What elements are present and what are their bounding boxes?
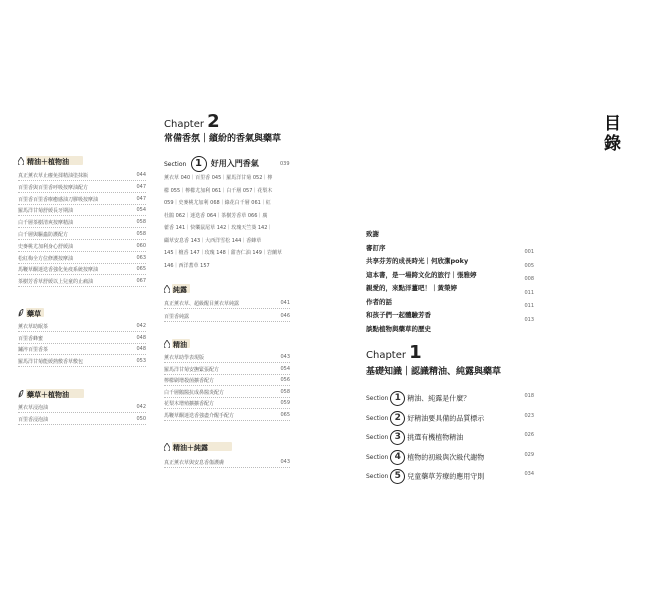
front-matter-title: 審訂序 — [366, 243, 386, 252]
toc-entry-title: 薰衣草助眠茶 — [18, 324, 49, 330]
hydrosol-icon — [164, 285, 170, 293]
oil-drop-icon — [18, 157, 24, 165]
leader-dots — [164, 374, 290, 375]
front-matter-title: 和孩子們一起體驗芳香 — [366, 311, 431, 319]
front-matter-title: 談點植物與藥草的歷史 — [366, 324, 431, 333]
toc-entry — [164, 366, 290, 374]
section-label: Section — [366, 473, 389, 480]
section-title: 植物的初級與次級代謝物 — [407, 453, 485, 461]
ch1-section — [366, 466, 534, 485]
toc-entry — [164, 389, 290, 397]
page-number: 029 — [524, 451, 534, 458]
page-number: 011 — [524, 289, 534, 296]
toc-entry-title: 薰衣草浸泡油 — [18, 405, 49, 411]
toc-entry — [18, 323, 146, 331]
toc-entry-title: 松紅梅全方位修護按摩油 — [18, 255, 74, 262]
toc-entry — [18, 243, 146, 251]
toc-entry-title: 白千層與驅蟲防護配方 — [18, 232, 69, 238]
section-label: Section — [366, 414, 389, 422]
block-title: 精油 — [173, 341, 187, 349]
ch1-section — [366, 388, 534, 407]
page-number: 058 — [280, 388, 290, 395]
section-number-circle: 1 — [390, 391, 405, 406]
leader-dots — [18, 204, 146, 205]
front-matter-title: 這本書，是一場跨文化的旅行｜張雅婷 — [366, 270, 477, 279]
toc-entry — [164, 459, 290, 467]
section-title: 兒童藥草芳療的應用守則 — [407, 472, 485, 481]
leader-dots — [164, 362, 290, 363]
page-number: 048 — [136, 346, 146, 352]
leader-dots — [18, 286, 146, 287]
front-matter-title: 作者的話 — [366, 297, 392, 306]
leader-dots — [18, 343, 146, 344]
toc-entry-title: 百里香蜂蜜 — [18, 335, 44, 342]
page-number: 053 — [136, 357, 146, 364]
page-number: 065 — [136, 266, 146, 273]
leader-dots — [18, 180, 146, 181]
toc-entry — [18, 335, 146, 343]
toc-entry — [18, 416, 146, 424]
toc-entry — [164, 300, 290, 308]
page-number: 044 — [136, 172, 146, 178]
section-number-circle: 2 — [390, 411, 405, 426]
ch1-section — [366, 447, 534, 466]
leader-dots — [18, 274, 146, 275]
plant-index-line: 檬 055｜檸檬尤加利 061｜白千層 057｜花梨木 — [164, 187, 273, 194]
toc-entry — [18, 196, 146, 204]
leader-dots — [18, 227, 146, 228]
page-number: 058 — [136, 231, 146, 237]
leader-dots — [164, 420, 290, 421]
toc-title: 目錄 — [604, 114, 621, 154]
leader-dots — [18, 251, 146, 252]
toc-entry — [18, 346, 146, 354]
plant-index-line: 杜鵑 062｜迷迭香 064｜茶樹芳香草 066｜廣 — [164, 212, 268, 219]
page-number: 054 — [280, 365, 290, 372]
chapter2-label: Chapter 2 — [164, 111, 220, 132]
page-number: 054 — [136, 207, 146, 214]
toc-entry-title: 史麥桃尤加利身心舒緩油 — [18, 243, 74, 250]
plant-index-line: 146｜西洋蓍草 157 — [164, 262, 210, 269]
toc-entry-title: 真正薰衣草止癢免揉精油塗抹瓶 — [18, 173, 89, 179]
page-number: 063 — [136, 254, 146, 261]
front-matter-title: 親愛的，來點洋薑吧！｜黃榮婷 — [366, 284, 457, 292]
page-number: 060 — [136, 242, 146, 249]
section-label: Section — [366, 453, 389, 461]
toc-entry-title: 百里香百里香療癒感油刀膠吸按摩油 — [18, 196, 99, 203]
toc-entry — [164, 313, 290, 321]
section-number-circle: 1 — [191, 156, 207, 172]
toc-entry-title: 真正薰衣草、超級醒目薰衣草純露 — [164, 301, 240, 307]
section-title: 好精油要具備的品質標示 — [407, 414, 485, 422]
toc-entry-title: 檸檬刷增殺菌擴香配方 — [164, 378, 215, 384]
toc-entry — [164, 412, 290, 420]
herb-leaf-icon — [18, 309, 24, 317]
toc-entry-title: 茶樹芳香草舒緩以上兒童的止痛油 — [18, 279, 94, 286]
leader-dots — [18, 263, 146, 264]
page-number: 023 — [524, 412, 534, 419]
oil-drop-icon — [164, 443, 170, 451]
toc-entry — [18, 278, 146, 286]
leader-dots — [18, 354, 146, 355]
toc-entry-title: 白千層鵝醫抗成鼻醫炎配方 — [164, 389, 225, 396]
toc-entry — [18, 255, 146, 263]
leader-dots — [164, 308, 290, 309]
toc-entry — [164, 354, 290, 362]
toc-entry-title: 鏽淬百里香茶 — [18, 347, 49, 353]
page-number: 001 — [524, 249, 534, 255]
page-number: 018 — [524, 393, 534, 399]
block-title: 純露 — [173, 286, 187, 294]
page-number: 043 — [280, 354, 290, 360]
page-number: 065 — [280, 411, 290, 418]
toc-entry-title: 馬鞭草酮迷迭香強化免疫系統按摩油 — [18, 267, 99, 274]
block-title: 藥草＋植物油 — [27, 391, 69, 399]
section-title: 精油、純露是什麼？ — [407, 394, 471, 403]
toc-entry — [18, 207, 146, 215]
toc-entry-title: 羅馬洋甘菊能緩熱敷香草敷包 — [18, 358, 84, 365]
leader-dots — [164, 321, 290, 322]
block-title: 精油＋植物油 — [27, 158, 69, 166]
toc-entry-title: 百里香浸泡油 — [18, 416, 49, 423]
plant-index-line: 藿香 141｜快樂鼠尾草 142｜玫瑰天竺葵 142｜ — [164, 225, 273, 231]
page-number: 013 — [524, 316, 534, 323]
page-number: 005 — [524, 262, 534, 269]
toc-entry — [18, 358, 146, 366]
leader-dots — [164, 397, 290, 398]
leader-dots — [18, 412, 146, 413]
ch1-section — [366, 408, 534, 427]
page-number: 011 — [524, 303, 534, 309]
oil-drop-icon — [164, 340, 170, 348]
page-number: 048 — [136, 334, 146, 341]
toc-entry — [164, 400, 290, 408]
section-label: Section — [366, 395, 389, 402]
ch1-section — [366, 427, 534, 446]
section-label: Section — [366, 434, 389, 441]
toc-entry-title: 薰衣草助學表現版 — [164, 355, 205, 361]
leader-dots — [164, 467, 290, 468]
leader-dots — [18, 366, 146, 367]
toc-entry — [18, 231, 146, 239]
leader-dots — [18, 215, 146, 216]
page-number: 047 — [136, 183, 146, 190]
toc-entry-title: 馬鞭草酮迷迭香強盡介醒手配方 — [164, 412, 235, 419]
toc-entry-title: 羅馬洋甘菊舒緩長牙期油 — [18, 208, 74, 215]
toc-entry-title: 花梨木增殖擴擴香配方 — [164, 401, 215, 407]
page-number: 039 — [280, 161, 290, 167]
page-number: 041 — [280, 300, 290, 306]
plant-index-line: 薰衣草 040｜百里香 045｜羅馬洋甘菊 052｜檸 — [164, 175, 273, 181]
toc-entry-title: 白千層茶樹清爽按摩精油 — [18, 220, 74, 227]
leader-dots — [164, 385, 290, 386]
page-number: 058 — [136, 219, 146, 226]
page-number: 059 — [280, 400, 290, 406]
page-number: 043 — [280, 459, 290, 465]
page-number: 067 — [136, 278, 146, 285]
herb-leaf-icon — [18, 390, 24, 398]
page-number: 026 — [524, 432, 534, 438]
leader-dots — [18, 192, 146, 193]
toc-entry — [18, 172, 146, 180]
toc-entry-title: 百里香純露 — [164, 314, 190, 320]
chapter2-number: 2 — [207, 111, 220, 132]
plant-index-line: 纈草安息香 143｜大西洋雪松 144｜香蜂草 — [164, 237, 262, 244]
chapter2-title: 常備香氛｜繽紛的香氣與藥草 — [164, 134, 282, 144]
toc-entry-title: 羅馬洋甘菊安撫緊張配方 — [164, 366, 220, 373]
page-number: 042 — [136, 323, 146, 329]
section-number-circle: 5 — [390, 469, 405, 484]
toc-entry-title: 百里香與百里香呼吸按摩油配方 — [18, 184, 89, 191]
page-number: 042 — [136, 404, 146, 410]
section-number-circle: 3 — [390, 430, 405, 445]
page-number: 046 — [280, 313, 290, 319]
leader-dots — [18, 331, 146, 332]
leader-dots — [18, 239, 146, 240]
page-number: 008 — [524, 276, 534, 282]
section-title: 挑選有機植物精油 — [407, 433, 464, 442]
chapter1-title: 基礎知識｜認識精油、純露與藥草 — [366, 367, 502, 377]
plant-index-line: 145｜檀香 147｜玫瑰 148｜甜杏仁油 149｜岩蘭草 — [164, 250, 282, 256]
block-title: 藥草 — [27, 310, 41, 318]
page-number: 056 — [280, 377, 290, 383]
page-number: 047 — [136, 195, 146, 202]
chapter1-number: 1 — [409, 342, 422, 363]
toc-entry — [18, 266, 146, 274]
leader-dots — [18, 424, 146, 425]
ch2-section-1: Section 1 好用入門香氣 — [164, 156, 259, 172]
toc-entry-title: 真正薰衣草與安息香傷護膚 — [164, 460, 225, 466]
toc-entry — [164, 377, 290, 385]
page-number: 050 — [136, 415, 146, 422]
chapter1-label: Chapter 1 — [366, 342, 422, 363]
front-matter-title: 致謝 — [366, 230, 379, 238]
section-number-circle: 4 — [390, 450, 405, 465]
front-matter-entry — [366, 316, 534, 335]
front-matter-title: 共享芬芳的成長時光｜何欣潔poky — [366, 257, 469, 265]
toc-entry — [18, 404, 146, 412]
leader-dots — [164, 408, 290, 409]
plant-index-line: 059｜史麥桃尤加利 068｜綠花白千層 061｜紅 — [164, 200, 271, 206]
toc-entry — [18, 184, 146, 192]
block-title: 精油＋純露 — [173, 444, 208, 452]
page-number: 034 — [524, 471, 534, 477]
toc-entry — [18, 219, 146, 227]
